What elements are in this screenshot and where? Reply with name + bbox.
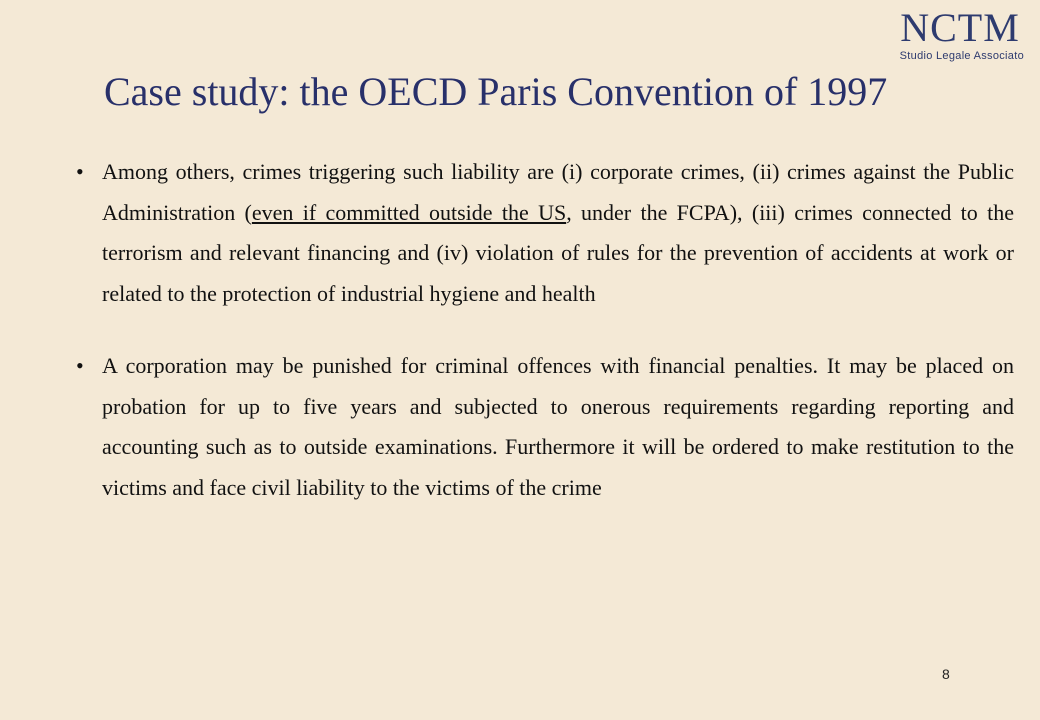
- bullet-corporate-penalties: [102, 346, 1014, 508]
- bullet-liability-crimes: [102, 152, 1014, 314]
- bullet-text-end: , under the FCPA), (iii) crimes connected to the terrorism and relevant financing and (iv) violation of rules for the prevention of accidents at work or related to the protection of industrial hygiene and health: [102, 199, 1015, 306]
- logo-subtitle: Studio Legale Associato: [899, 50, 1024, 62]
- bullet-text-start: Among others, crimes triggering such liability are (i) corporate crimes, (ii) crimes against the Public Administration (: [102, 159, 1014, 225]
- bullet-list: [102, 152, 1014, 540]
- bullet-text: A corporation may be punished for criminal offences with financial penalties. It may be placed on probation for up to five years and subjected to onerous requirements regarding reporting and accounting such as to outside examinations. Furthermore it will be ordered to make restitution to the victims and face civil liability to the victims of the crime: [102, 353, 1014, 500]
- slide-title: Case study: the OECD Paris Convention of 1997: [104, 69, 888, 114]
- nctm-logo: [890, 5, 1030, 62]
- logo-mark: NCTM: [900, 5, 1020, 50]
- underlined-phrase: even if committed outside the US: [251, 199, 567, 225]
- page-number: 8: [942, 666, 950, 682]
